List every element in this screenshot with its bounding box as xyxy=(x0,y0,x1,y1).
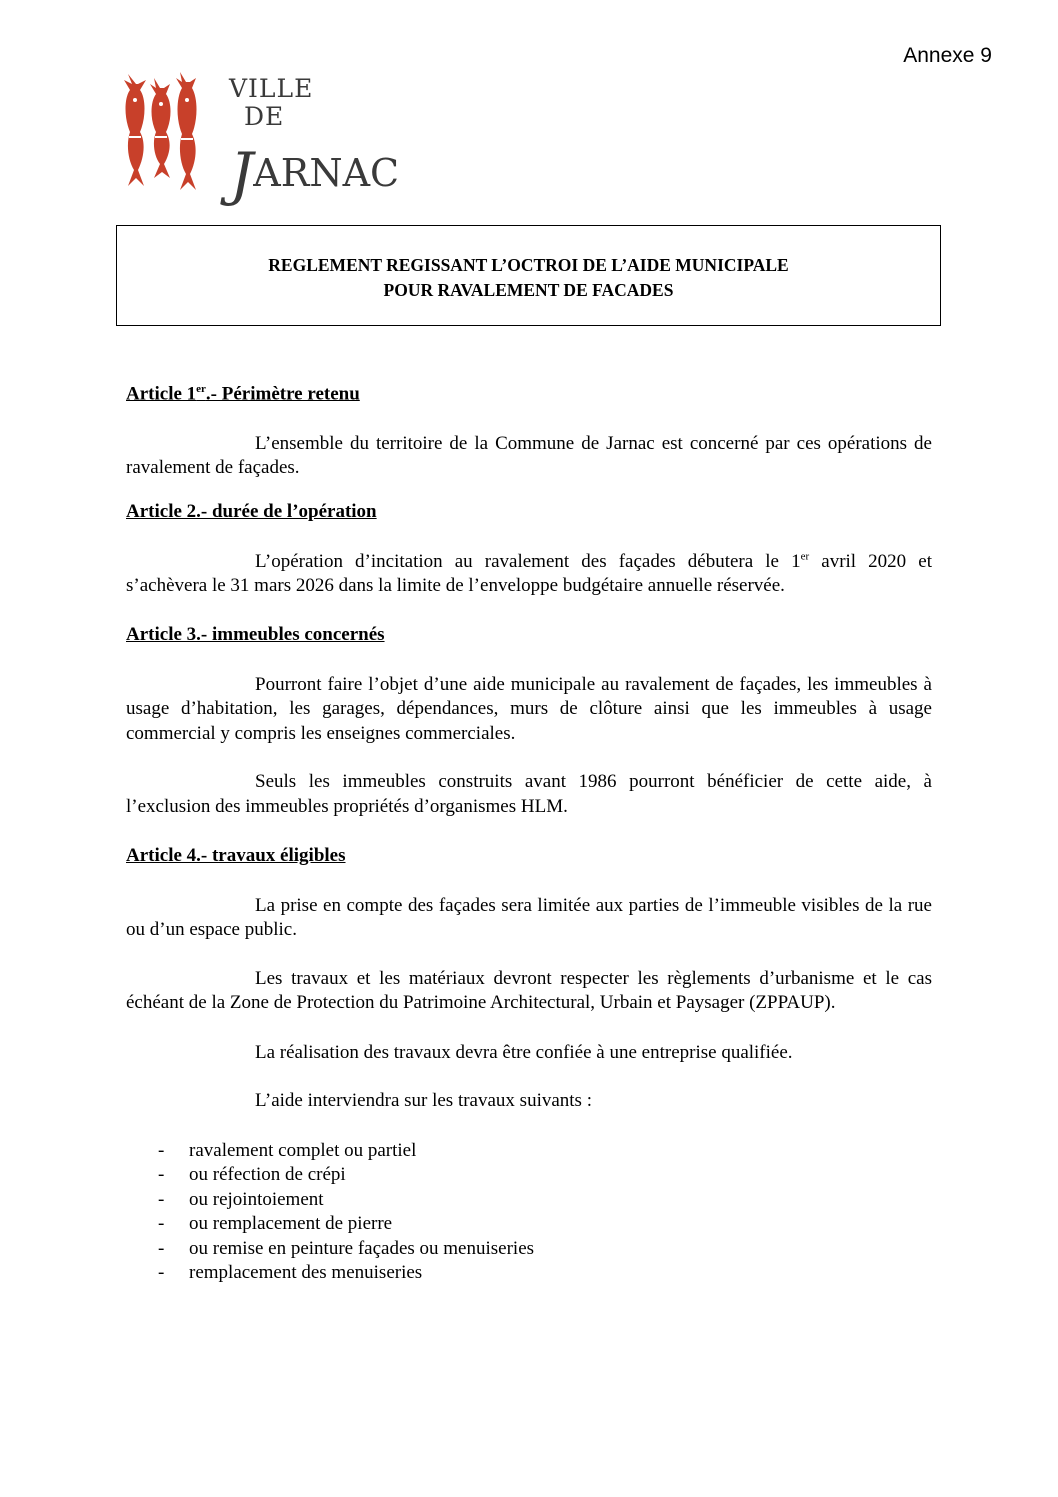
article-1-heading-sup: er xyxy=(196,383,206,395)
article-1-text: L’ensemble du territoire de la Commune de Jarnac est concerné par ces opérations de ravalement de façades. xyxy=(126,432,932,479)
article-2-text-part2: avril 2020 et s’achèvera le 31 mars 2026 dans la limite de l’enveloppe budgétaire annuelle réservée. xyxy=(126,550,933,596)
article-3-heading: Article 3.- immeubles concernés xyxy=(126,624,385,645)
list-item-text: ou rejointoiement xyxy=(189,1188,324,1210)
article-4-heading: Article 4.- travaux éligibles xyxy=(126,845,346,866)
list-item-text: remplacement des menuiseries xyxy=(189,1262,423,1283)
article-4 xyxy=(126,844,932,1286)
article-4-para2: Les travaux et les matériaux devront respecter les règlements d’urbanisme et le cas échéant de la Zone de Protection du Patrimoine Architectural, Urbain et Paysager (ZPPAUP). xyxy=(126,967,932,1013)
list-dash: - xyxy=(158,1213,165,1234)
article-2-text-sup: er xyxy=(800,550,810,563)
logo-text-ville: VILLE xyxy=(229,74,314,103)
annex-label: Annexe 9 xyxy=(903,44,992,67)
logo-text-de: DE xyxy=(244,102,285,131)
article-3-para2: Seuls les immeubles construits avant 1986 pourront bénéficier de cette aide, à l’exclusion des immeubles propriétés d’organismes HLM. xyxy=(126,771,932,817)
document-title-line2: POUR RAVALEMENT DE FACADES xyxy=(383,280,674,300)
list-item-text: ou remise en peinture façades ou menuiseries xyxy=(189,1237,535,1259)
logo-letter-j: J xyxy=(230,140,254,208)
article-3 xyxy=(126,623,932,819)
document-title-line1: REGLEMENT REGISSANT L’OCTROI DE L’AIDE MUNICIPALE xyxy=(268,255,789,275)
list-item xyxy=(126,1237,932,1262)
list-item xyxy=(126,1261,932,1286)
list-dash: - xyxy=(158,1164,165,1185)
list-item xyxy=(126,1212,932,1237)
article-2 xyxy=(126,500,932,599)
article-1-heading-text: .- Périmètre retenu xyxy=(205,383,360,405)
article-2-text-part1: L’opération d’incitation au ravalement des façades débutera le 1 xyxy=(255,550,801,572)
list-dash: - xyxy=(158,1262,165,1283)
list-item xyxy=(126,1188,932,1213)
town-logo xyxy=(118,70,400,208)
article-3-para1: Pourront faire l’objet d’une aide municipale au ravalement de façades, les immeubles à usage d’habitation, les garages, dépendances, murs de clôture ainsi que les immeubles à usage commercial y compris les enseignes commerciales. xyxy=(126,673,932,744)
article-4-para4: L’aide interviendra sur les travaux suivants : xyxy=(255,1090,592,1111)
article-2-heading: Article 2.- durée de l’opération xyxy=(126,501,377,522)
list-item-text: ravalement complet ou partiel xyxy=(189,1139,417,1161)
article-1 xyxy=(126,377,932,481)
list-dash: - xyxy=(158,1237,165,1259)
list-dash: - xyxy=(158,1188,165,1210)
article-4-para1: La prise en compte des façades sera limitée aux parties de l’immeuble visibles de la rue ou d’un espace public. xyxy=(126,894,932,940)
eligible-works-list xyxy=(126,1139,932,1286)
fish-emblem-icon xyxy=(118,70,228,194)
list-item xyxy=(126,1163,932,1188)
article-4-para3: La réalisation des travaux devra être confiée à une entreprise qualifiée. xyxy=(255,1041,793,1063)
list-item xyxy=(126,1139,932,1164)
list-item-text: ou réfection de crépi xyxy=(189,1164,346,1185)
article-2-text xyxy=(126,550,932,599)
logo-text-jarnac xyxy=(230,132,400,208)
article-1-heading-prefix: Article 1 xyxy=(126,383,197,405)
article-1-heading xyxy=(126,377,932,407)
document-title-box xyxy=(116,225,941,326)
logo-text-arnac: ARNAC xyxy=(253,151,400,195)
list-item-text: ou remplacement de pierre xyxy=(189,1213,393,1234)
list-dash: - xyxy=(158,1139,165,1161)
